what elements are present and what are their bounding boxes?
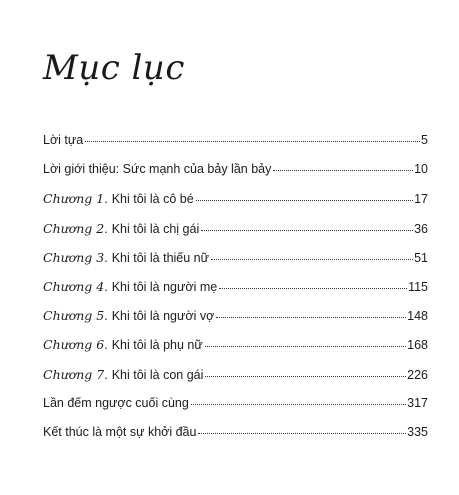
toc-page-number: 36 bbox=[414, 221, 428, 236]
toc-entry-loi-tua bbox=[43, 126, 428, 155]
toc-page-number: 17 bbox=[414, 192, 428, 207]
dot-leader bbox=[201, 230, 413, 231]
chapter-label: Chương bbox=[43, 366, 93, 382]
toc-page-number: 51 bbox=[414, 250, 428, 265]
toc-entry-chapter-3: Chương 3 . Khi tôi là thiếu nữ 51 bbox=[43, 243, 428, 272]
toc-entry-title: Khi tôi là người vợ bbox=[111, 309, 215, 324]
toc-entry-chapter-1: Chương 1 . Khi tôi là cô bé 17 bbox=[43, 184, 428, 213]
toc-entry-title: Lời giới thiệu: Sức mạnh của bảy lần bảy bbox=[43, 162, 272, 177]
chapter-label: Chương bbox=[43, 308, 93, 324]
toc-entry-chapter-6: Chương 6 . Khi tôi là phụ nữ 168 bbox=[43, 330, 428, 359]
toc-page-number: 226 bbox=[407, 367, 428, 382]
toc-page-number: 115 bbox=[408, 279, 428, 294]
toc-entry-title: Lần đếm ngược cuối cùng bbox=[43, 395, 189, 410]
dot-leader bbox=[205, 376, 406, 377]
chapter-label: Chương bbox=[43, 278, 93, 294]
chapter-label: Chương bbox=[43, 191, 93, 207]
dot-leader bbox=[205, 346, 406, 347]
toc-entry-loi-gioi-thieu bbox=[43, 155, 428, 184]
dot-leader bbox=[196, 200, 413, 201]
toc-entry-lan-dem-nguoc bbox=[43, 389, 428, 418]
dot-leader bbox=[219, 288, 407, 289]
toc-page-number: 5 bbox=[421, 133, 428, 147]
dot-leader bbox=[191, 404, 406, 405]
toc-entry-title: Khi tôi là phụ nữ bbox=[111, 338, 203, 353]
dot-leader bbox=[273, 170, 413, 171]
toc-entry-title: Khi tôi là con gái bbox=[111, 367, 204, 382]
dot-leader bbox=[211, 259, 413, 260]
toc-entry-title: Khi tôi là người mẹ bbox=[111, 279, 218, 294]
table-of-contents bbox=[43, 126, 428, 447]
toc-page-number: 168 bbox=[407, 338, 428, 353]
chapter-label: Chương bbox=[43, 220, 93, 236]
toc-entry-title: Kết thúc là một sự khởi đầu bbox=[43, 424, 197, 439]
dot-leader bbox=[216, 317, 406, 318]
dot-leader bbox=[198, 433, 406, 434]
toc-page-number: 148 bbox=[407, 309, 428, 324]
chapter-number: 2 bbox=[96, 220, 105, 236]
chapter-number: 5 bbox=[96, 308, 105, 324]
toc-page-number: 317 bbox=[407, 395, 428, 410]
chapter-number: 7 bbox=[96, 366, 105, 382]
chapter-number: 3 bbox=[96, 249, 105, 265]
dot-leader bbox=[85, 141, 420, 142]
chapter-label: Chương bbox=[43, 337, 93, 353]
toc-entry-chapter-5: Chương 5 . Khi tôi là người vợ 148 bbox=[43, 301, 428, 330]
chapter-label: Chương bbox=[43, 249, 93, 265]
toc-entry-chapter-4: Chương 4 . Khi tôi là người mẹ 115 bbox=[43, 272, 428, 301]
toc-entry-ket-thuc bbox=[43, 418, 428, 447]
toc-entry-title: Khi tôi là cô bé bbox=[111, 192, 194, 207]
toc-entry-title: Khi tôi là thiếu nữ bbox=[111, 250, 210, 265]
toc-entry-chapter-7: Chương 7 . Khi tôi là con gái 226 bbox=[43, 360, 428, 389]
page-title: Mục lục bbox=[43, 48, 185, 88]
toc-entry-title: Lời tựa bbox=[43, 133, 84, 147]
toc-entry-title: Khi tôi là chị gái bbox=[111, 221, 200, 236]
toc-entry-chapter-2: Chương 2 . Khi tôi là chị gái 36 bbox=[43, 214, 428, 243]
chapter-number: 6 bbox=[96, 337, 105, 353]
toc-page-number: 335 bbox=[407, 424, 428, 439]
chapter-number: 4 bbox=[96, 278, 105, 294]
chapter-number: 1 bbox=[96, 191, 105, 207]
toc-page-number: 10 bbox=[414, 162, 428, 177]
